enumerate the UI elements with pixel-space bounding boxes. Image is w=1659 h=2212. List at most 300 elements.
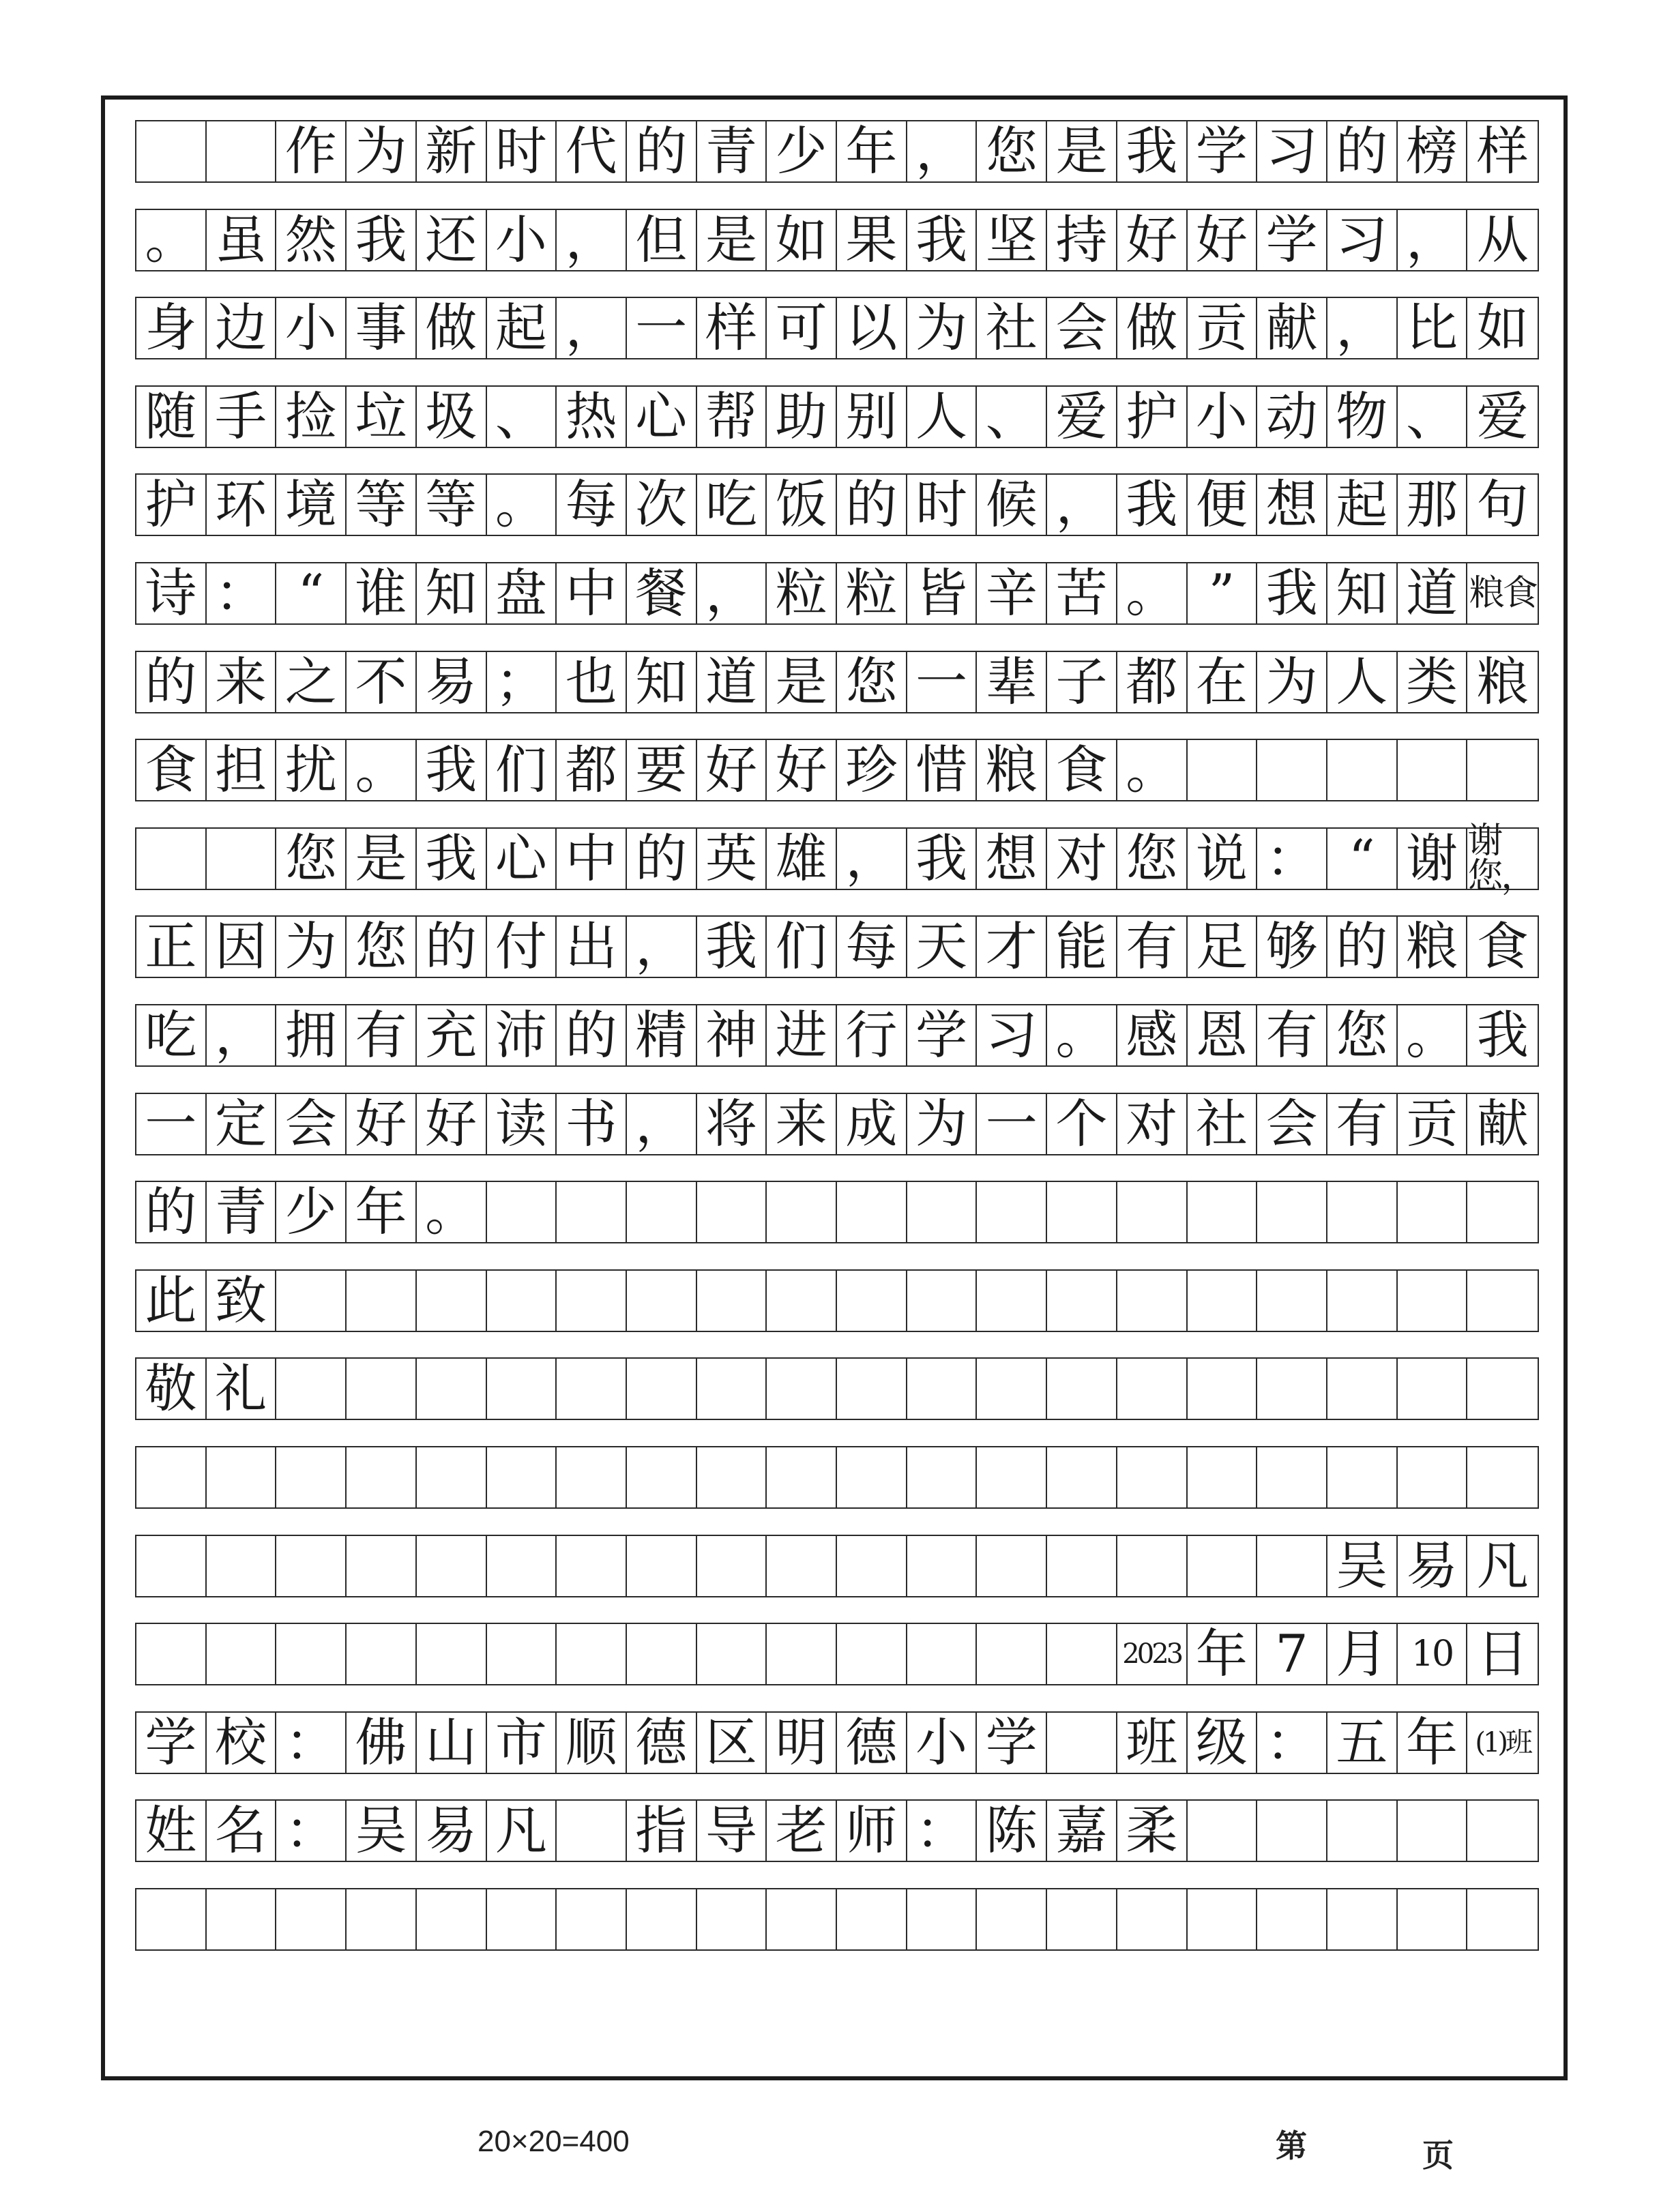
grid-row xyxy=(135,1357,1539,1420)
grid-cell xyxy=(837,1536,907,1596)
grid-cell xyxy=(487,1271,557,1331)
grid-cell: 山 xyxy=(417,1713,487,1773)
grid-cell: 是 xyxy=(767,652,837,712)
grid-cell: 子 xyxy=(1047,652,1117,712)
grid-cell: 起 xyxy=(1327,475,1398,535)
grid-cell: 别 xyxy=(837,387,907,447)
grid-cell: 拥 xyxy=(276,1005,347,1065)
grid-cell xyxy=(697,1359,767,1419)
grid-cell xyxy=(136,1536,207,1596)
grid-cell: 如 xyxy=(1476,297,1529,359)
grid-cell: 做 xyxy=(417,298,487,358)
grid-row xyxy=(135,1888,1539,1951)
grid-cell: 谁 xyxy=(347,563,417,623)
grid-cell: 学 xyxy=(136,1713,207,1773)
grid-cell: 英 xyxy=(697,829,767,889)
grid-cell: 校 xyxy=(207,1713,277,1773)
grid-row xyxy=(135,120,1539,183)
grid-cell: 小 xyxy=(487,210,557,270)
page-prefix-label: 第 xyxy=(1276,2127,1307,2164)
grid-cell: 护 xyxy=(136,475,207,535)
grid-row xyxy=(135,820,1539,897)
grid-cell xyxy=(347,1447,417,1507)
grid-cell: 月 xyxy=(1327,1624,1398,1684)
grid-cell: 将 xyxy=(697,1094,767,1154)
grid-cell: ， xyxy=(1398,210,1468,270)
grid-cell: 好 xyxy=(1188,210,1258,270)
grid-cell: 也 xyxy=(557,652,627,712)
grid-cell xyxy=(417,1536,487,1596)
grid-cell: 的 xyxy=(1327,121,1398,181)
grid-cell: 读 xyxy=(487,1094,557,1154)
grid-cell xyxy=(1117,1359,1188,1419)
grid-cell: 个 xyxy=(1047,1094,1117,1154)
grid-cell: 天 xyxy=(907,917,978,977)
grid-cell: 人 xyxy=(907,387,978,447)
grid-cell: 粮 xyxy=(977,740,1047,800)
grid-cell: 持 xyxy=(1047,210,1117,270)
grid-cell: 是 xyxy=(697,210,767,270)
grid-cell: 谢 xyxy=(1398,829,1468,889)
grid-cell xyxy=(767,1536,837,1596)
grid-cell: 谢您， xyxy=(1467,820,1535,897)
grid-cell: 的 xyxy=(417,917,487,977)
grid-cell: 热 xyxy=(557,387,627,447)
grid-cell: 少 xyxy=(767,121,837,181)
grid-cell xyxy=(1047,1271,1117,1331)
grid-cell xyxy=(136,1889,207,1949)
grid-cell: 您 xyxy=(837,652,907,712)
grid-row xyxy=(135,385,1539,448)
grid-cell xyxy=(207,1889,277,1949)
grid-cell: 如 xyxy=(767,210,837,270)
grid-cell: 对 xyxy=(1047,829,1117,889)
grid-cell: 。 xyxy=(1117,740,1188,800)
grid-cell: 名 xyxy=(207,1801,277,1861)
grid-cell xyxy=(1257,740,1327,800)
grid-cell: 师 xyxy=(837,1801,907,1861)
grid-cell: 的 xyxy=(136,652,207,712)
grid-cell: 充 xyxy=(417,1005,487,1065)
grid-cell xyxy=(907,1536,978,1596)
grid-cell: 帮 xyxy=(697,387,767,447)
grid-cell: 青 xyxy=(697,121,767,181)
grid-cell: 7 xyxy=(1257,1624,1327,1684)
grid-cell xyxy=(1398,740,1468,800)
grid-cell: 一 xyxy=(627,298,697,358)
grid-cell xyxy=(1467,1801,1538,1861)
grid-cell: ， xyxy=(837,829,907,889)
grid-cell: 粒 xyxy=(837,563,907,623)
grid-row xyxy=(135,915,1539,978)
grid-cell: 。 xyxy=(136,210,207,270)
grid-cell xyxy=(1117,1536,1188,1596)
grid-cell: 辈 xyxy=(977,652,1047,712)
grid-cell: 新 xyxy=(417,121,487,181)
grid-cell xyxy=(1398,1801,1468,1861)
grid-row xyxy=(135,297,1539,359)
grid-cell: 边 xyxy=(207,298,277,358)
grid-cell: 足 xyxy=(1188,917,1258,977)
grid-cell xyxy=(207,829,277,889)
grid-cell xyxy=(1117,1182,1188,1242)
grid-cell: 学 xyxy=(907,1005,978,1065)
grid-cell: 一 xyxy=(907,652,978,712)
grid-cell: 易 xyxy=(417,1801,487,1861)
grid-row xyxy=(135,1093,1539,1155)
grid-cell: 都 xyxy=(1117,652,1188,712)
grid-cell: 献 xyxy=(1257,298,1327,358)
grid-cell: 够 xyxy=(1257,917,1327,977)
grid-cell: 是 xyxy=(1047,121,1117,181)
grid-cell: 时 xyxy=(487,121,557,181)
grid-cell: 好 xyxy=(697,740,767,800)
grid-cell: 易 xyxy=(1398,1536,1468,1596)
grid-cell xyxy=(557,1182,627,1242)
grid-cell: 想 xyxy=(977,829,1047,889)
grid-cell: 我 xyxy=(417,829,487,889)
grid-cell xyxy=(1467,1889,1538,1949)
grid-cell xyxy=(1047,1182,1117,1242)
grid-cell xyxy=(207,121,277,181)
grid-cell xyxy=(1467,1447,1538,1507)
grid-cell xyxy=(1047,1536,1117,1596)
grid-cell xyxy=(1257,1889,1327,1949)
grid-cell: 要 xyxy=(627,740,697,800)
grid-cell xyxy=(697,1271,767,1331)
grid-cell xyxy=(1257,1359,1327,1419)
grid-cell: 学 xyxy=(1188,121,1258,181)
grid-cell xyxy=(1327,1889,1398,1949)
grid-cell xyxy=(417,1889,487,1949)
grid-cell: 类 xyxy=(1398,652,1468,712)
grid-cell xyxy=(697,1889,767,1949)
grid-cell: 的 xyxy=(1327,917,1398,977)
grid-cell xyxy=(417,1624,487,1684)
grid-cell xyxy=(767,1624,837,1684)
grid-cell: 习 xyxy=(1257,121,1327,181)
grid-cell: 道 xyxy=(697,652,767,712)
grid-cell xyxy=(977,1271,1047,1331)
grid-cell: ： xyxy=(207,563,277,623)
grid-cell xyxy=(1117,1447,1188,1507)
grid-cell: 随 xyxy=(136,387,207,447)
grid-cell xyxy=(557,1801,627,1861)
grid-cell: 我 xyxy=(1257,563,1327,623)
grid-cell: 日 xyxy=(1476,1623,1529,1685)
grid-cell: 粮食 xyxy=(1469,573,1536,614)
grid-cell: 餐 xyxy=(627,563,697,623)
grid-cell: 好 xyxy=(767,740,837,800)
grid-cell: 、 xyxy=(487,387,557,447)
grid-row xyxy=(135,1623,1539,1685)
grid-cell: 辛 xyxy=(977,563,1047,623)
grid-cell xyxy=(487,1359,557,1419)
grid-cell: 可 xyxy=(767,298,837,358)
grid-cell: 学 xyxy=(977,1713,1047,1773)
grid-cell: 好 xyxy=(417,1094,487,1154)
grid-cell xyxy=(1327,1359,1398,1419)
grid-cell xyxy=(907,1359,978,1419)
grid-cell: 级 xyxy=(1188,1713,1258,1773)
grid-cell: 德 xyxy=(837,1713,907,1773)
grid-cell: 做 xyxy=(1117,298,1188,358)
grid-cell: 市 xyxy=(487,1713,557,1773)
grid-cell: 年 xyxy=(347,1182,417,1242)
grid-cell: 恩 xyxy=(1188,1005,1258,1065)
grid-cell: 句 xyxy=(1476,474,1529,535)
grid-cell: 环 xyxy=(207,475,277,535)
grid-cell: 顺 xyxy=(557,1713,627,1773)
grid-cell xyxy=(1188,1889,1258,1949)
grid-cell xyxy=(136,829,207,889)
grid-cell: 知 xyxy=(417,563,487,623)
grid-cell xyxy=(1047,1447,1117,1507)
grid-cell: 身 xyxy=(136,298,207,358)
grid-cell: 区 xyxy=(697,1713,767,1773)
grid-cell xyxy=(1047,1713,1117,1773)
grid-cell: 定 xyxy=(207,1094,277,1154)
grid-cell: 一 xyxy=(977,1094,1047,1154)
grid-cell xyxy=(697,1536,767,1596)
grid-cell: 为 xyxy=(907,298,978,358)
grid-cell: ： xyxy=(907,1801,978,1861)
grid-cell: 心 xyxy=(487,829,557,889)
grid-row xyxy=(135,209,1539,271)
grid-cell: 柔 xyxy=(1117,1801,1188,1861)
grid-cell: 人 xyxy=(1327,652,1398,712)
grid-cell: 食 xyxy=(136,740,207,800)
grid-cell xyxy=(347,1536,417,1596)
grid-cell xyxy=(487,1182,557,1242)
grid-cell: 。 xyxy=(417,1182,487,1242)
grid-cell: 易 xyxy=(417,652,487,712)
grid-cell: 的 xyxy=(627,829,697,889)
grid-cell: ， xyxy=(1327,298,1398,358)
grid-cell: 们 xyxy=(487,740,557,800)
grid-cell: 知 xyxy=(627,652,697,712)
grid-cell: 10 xyxy=(1398,1624,1468,1684)
grid-cell xyxy=(837,1889,907,1949)
grid-cell xyxy=(1188,740,1258,800)
grid-cell: 才 xyxy=(977,917,1047,977)
grid-cell: 感 xyxy=(1117,1005,1188,1065)
grid-cell xyxy=(557,1889,627,1949)
grid-cell: 。 xyxy=(347,740,417,800)
grid-cell: 事 xyxy=(347,298,417,358)
grid-cell: 然 xyxy=(276,210,347,270)
grid-cell xyxy=(1117,1271,1188,1331)
grid-cell: 样 xyxy=(697,298,767,358)
grid-cell: 贡 xyxy=(1188,298,1258,358)
grid-cell: 坚 xyxy=(977,210,1047,270)
grid-cell: 不 xyxy=(347,652,417,712)
grid-cell xyxy=(347,1359,417,1419)
grid-cell xyxy=(347,1624,417,1684)
grid-cell xyxy=(837,1447,907,1507)
grid-cell xyxy=(1327,1801,1398,1861)
grid-cell: 吃 xyxy=(136,1005,207,1065)
grid-cell: 皆 xyxy=(907,563,978,623)
grid-cell xyxy=(207,1447,277,1507)
grid-cell xyxy=(1257,1447,1327,1507)
grid-cell xyxy=(627,1447,697,1507)
grid-cell: 有 xyxy=(347,1005,417,1065)
grid-cell: 想 xyxy=(1257,475,1327,535)
grid-cell: 食 xyxy=(1476,916,1529,977)
grid-row xyxy=(135,1004,1539,1067)
grid-cell xyxy=(1327,1182,1398,1242)
grid-cell: 有 xyxy=(1117,917,1188,977)
grid-cell: 正 xyxy=(136,917,207,977)
grid-cell: ， xyxy=(697,563,767,623)
grid-cell: 致 xyxy=(207,1271,277,1331)
grid-cell: 那 xyxy=(1398,475,1468,535)
grid-cell xyxy=(1117,1889,1188,1949)
grid-cell: 您 xyxy=(1117,829,1188,889)
grid-cell xyxy=(1467,740,1538,800)
grid-cell xyxy=(907,1889,978,1949)
grid-cell: 。 xyxy=(487,475,557,535)
grid-cell xyxy=(276,1624,347,1684)
grid-cell: 还 xyxy=(417,210,487,270)
grid-cell: 果 xyxy=(837,210,907,270)
grid-cell: 我 xyxy=(1476,1005,1529,1065)
grid-cell: 动 xyxy=(1257,387,1327,447)
grid-cell xyxy=(977,1624,1047,1684)
grid-cell: 我 xyxy=(1117,121,1188,181)
grid-cell: 年 xyxy=(1188,1624,1258,1684)
grid-cell xyxy=(1467,1271,1538,1331)
grid-cell xyxy=(1398,1447,1468,1507)
grid-cell xyxy=(136,121,207,181)
grid-cell xyxy=(207,1536,277,1596)
grid-cell: 明 xyxy=(767,1713,837,1773)
grid-cell xyxy=(837,1624,907,1684)
grid-cell: 有 xyxy=(1327,1094,1398,1154)
grid-cell: 为 xyxy=(347,121,417,181)
grid-cell: “ xyxy=(1327,829,1398,889)
grid-cell xyxy=(977,1359,1047,1419)
grid-cell: 在 xyxy=(1188,652,1258,712)
grid-cell xyxy=(347,1271,417,1331)
grid-cell: 吴 xyxy=(1327,1536,1398,1596)
grid-cell: 。 xyxy=(1047,1005,1117,1065)
grid-cell: 的 xyxy=(627,121,697,181)
grid-cell: 圾 xyxy=(417,387,487,447)
grid-cell xyxy=(977,1536,1047,1596)
grid-cell xyxy=(1188,1359,1258,1419)
grid-cell xyxy=(697,1447,767,1507)
grid-cell xyxy=(977,1182,1047,1242)
grid-cell: 贡 xyxy=(1398,1094,1468,1154)
grid-row xyxy=(135,1269,1539,1332)
grid-cell: 礼 xyxy=(207,1359,277,1419)
grid-cell: 我 xyxy=(907,210,978,270)
grid-cell: 一 xyxy=(136,1094,207,1154)
grid-row xyxy=(135,1535,1539,1597)
grid-cell xyxy=(1047,1624,1117,1684)
grid-cell xyxy=(627,1889,697,1949)
grid-cell: 爱 xyxy=(1047,387,1117,447)
grid-cell: 少 xyxy=(276,1182,347,1242)
grid-cell: 好 xyxy=(1117,210,1188,270)
grid-cell: 我 xyxy=(417,740,487,800)
grid-cell: 我 xyxy=(347,210,417,270)
grid-cell: 社 xyxy=(977,298,1047,358)
grid-cell: 您 xyxy=(977,121,1047,181)
grid-cell: 我 xyxy=(907,829,978,889)
grid-cell: 起 xyxy=(487,298,557,358)
grid-cell: 珍 xyxy=(837,740,907,800)
grid-cell: 对 xyxy=(1117,1094,1188,1154)
grid-cell xyxy=(697,1624,767,1684)
grid-cell: 中 xyxy=(557,563,627,623)
grid-cell: ： xyxy=(276,1713,347,1773)
grid-cell xyxy=(276,1359,347,1419)
grid-cell xyxy=(767,1359,837,1419)
grid-row xyxy=(135,1181,1539,1243)
grid-cell xyxy=(837,1359,907,1419)
grid-cell: 神 xyxy=(697,1005,767,1065)
grid-cell xyxy=(1188,1271,1258,1331)
grid-cell: 的 xyxy=(837,475,907,535)
grid-cell: 代 xyxy=(557,121,627,181)
grid-cell: ： xyxy=(1257,829,1327,889)
grid-cell xyxy=(1398,1182,1468,1242)
grid-cell xyxy=(837,1271,907,1331)
grid-cell xyxy=(557,1271,627,1331)
grid-cell: ” xyxy=(1188,563,1258,623)
grid-cell: 您 xyxy=(276,829,347,889)
grid-cell: 、 xyxy=(1398,387,1468,447)
grid-cell: 陈 xyxy=(977,1801,1047,1861)
grid-cell xyxy=(767,1182,837,1242)
grid-cell: 饭 xyxy=(767,475,837,535)
grid-cell: ； xyxy=(487,652,557,712)
grid-cell xyxy=(627,1359,697,1419)
grid-cell xyxy=(907,1182,978,1242)
grid-cell: 习 xyxy=(977,1005,1047,1065)
grid-row xyxy=(135,1446,1539,1509)
grid-cell: 行 xyxy=(837,1005,907,1065)
grid-cell: 等 xyxy=(417,475,487,535)
grid-cell xyxy=(1188,1182,1258,1242)
grid-cell: 垃 xyxy=(347,387,417,447)
writing-sheet xyxy=(101,95,1568,2080)
grid-cell: 次 xyxy=(627,475,697,535)
grid-cell: 为 xyxy=(907,1094,978,1154)
grid-cell: 小 xyxy=(1188,387,1258,447)
grid-cell: 年 xyxy=(837,121,907,181)
grid-cell: 您 xyxy=(1327,1005,1398,1065)
page-suffix-label: 页 xyxy=(1422,2137,1454,2174)
grid-cell xyxy=(907,1447,978,1507)
grid-cell xyxy=(977,1447,1047,1507)
grid-cell xyxy=(276,1889,347,1949)
grid-cell: 进 xyxy=(767,1005,837,1065)
grid-cell: 凡 xyxy=(1476,1535,1529,1596)
grid-cell: 说 xyxy=(1188,829,1258,889)
grid-cell xyxy=(1398,1889,1468,1949)
grid-cell: 嘉 xyxy=(1047,1801,1117,1861)
grid-cell: 比 xyxy=(1398,298,1468,358)
grid-cell xyxy=(767,1447,837,1507)
grid-cell xyxy=(1398,1271,1468,1331)
grid-cell: 便 xyxy=(1188,475,1258,535)
grid-cell: 粒 xyxy=(767,563,837,623)
grid-cell: ， xyxy=(907,121,978,181)
